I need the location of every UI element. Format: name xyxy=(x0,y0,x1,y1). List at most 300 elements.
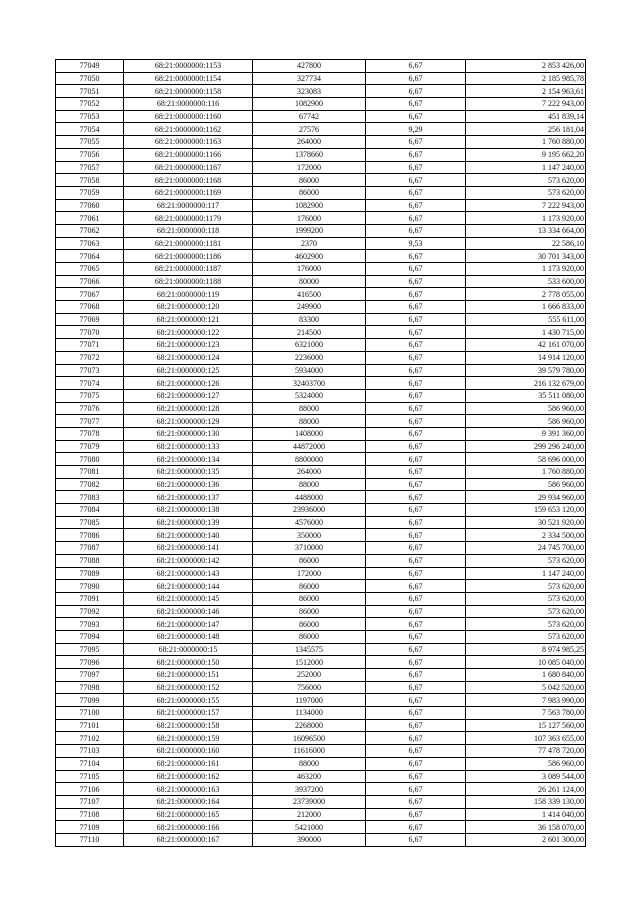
table-row xyxy=(56,719,586,732)
rate-cell: 6,67 xyxy=(366,592,466,605)
cadastral-number-cell: 68:21:0000000:138 xyxy=(124,504,253,517)
cadastral-number-cell: 68:21:0000000:1188 xyxy=(124,275,253,288)
cadastral-number-cell: 68:21:0000000:134 xyxy=(124,453,253,466)
row-number-cell: 77095 xyxy=(56,643,124,656)
rate-cell: 6,67 xyxy=(366,326,466,339)
row-number-cell: 77064 xyxy=(56,250,124,263)
value-cell: 573 620,00 xyxy=(466,186,586,199)
cadastral-number-cell: 68:21:0000000:145 xyxy=(124,592,253,605)
cadastral-number-cell: 68:21:0000000:159 xyxy=(124,732,253,745)
row-number-cell: 77062 xyxy=(56,224,124,237)
table-row xyxy=(56,288,586,301)
rate-cell: 6,67 xyxy=(366,427,466,440)
area-cell: 176000 xyxy=(253,263,366,276)
row-number-cell: 77076 xyxy=(56,402,124,415)
cadastral-number-cell: 68:21:0000000:167 xyxy=(124,833,253,846)
row-number-cell: 77084 xyxy=(56,504,124,517)
cadastral-number-cell: 68:21:0000000:118 xyxy=(124,224,253,237)
value-cell: 22 586,10 xyxy=(466,237,586,250)
value-cell: 2 778 055,00 xyxy=(466,288,586,301)
row-number-cell: 77108 xyxy=(56,808,124,821)
rate-cell: 6,67 xyxy=(366,605,466,618)
row-number-cell: 77075 xyxy=(56,389,124,402)
cadastral-number-cell: 68:21:0000000:15 xyxy=(124,643,253,656)
value-cell: 573 620,00 xyxy=(466,618,586,631)
row-number-cell: 77105 xyxy=(56,770,124,783)
value-cell: 1 414 040,00 xyxy=(466,808,586,821)
table-row xyxy=(56,580,586,593)
rate-cell: 6,67 xyxy=(366,516,466,529)
area-cell: 5421000 xyxy=(253,821,366,834)
area-cell: 4576000 xyxy=(253,516,366,529)
cadastral-number-cell: 68:21:0000000:166 xyxy=(124,821,253,834)
cadastral-number-cell: 68:21:0000000:139 xyxy=(124,516,253,529)
table-row xyxy=(56,745,586,758)
row-number-cell: 77063 xyxy=(56,237,124,250)
area-cell: 350000 xyxy=(253,529,366,542)
row-number-cell: 77097 xyxy=(56,669,124,682)
area-cell: 1999200 xyxy=(253,224,366,237)
area-cell: 1134000 xyxy=(253,707,366,720)
area-cell: 212000 xyxy=(253,808,366,821)
table-row xyxy=(56,732,586,745)
cadastral-number-cell: 68:21:0000000:1187 xyxy=(124,263,253,276)
row-number-cell: 77086 xyxy=(56,529,124,542)
area-cell: 1512000 xyxy=(253,656,366,669)
rate-cell: 6,67 xyxy=(366,364,466,377)
area-cell: 176000 xyxy=(253,212,366,225)
row-number-cell: 77109 xyxy=(56,821,124,834)
table-row xyxy=(56,212,586,225)
value-cell: 9 391 360,00 xyxy=(466,427,586,440)
cadastral-number-cell: 68:21:0000000:133 xyxy=(124,440,253,453)
row-number-cell: 77085 xyxy=(56,516,124,529)
area-cell: 249900 xyxy=(253,301,366,314)
area-cell: 86000 xyxy=(253,618,366,631)
value-cell: 573 620,00 xyxy=(466,580,586,593)
table-row xyxy=(56,427,586,440)
cadastral-number-cell: 68:21:0000000:1167 xyxy=(124,161,253,174)
row-number-cell: 77081 xyxy=(56,466,124,479)
table-row xyxy=(56,453,586,466)
rate-cell: 9,53 xyxy=(366,237,466,250)
rate-cell: 6,67 xyxy=(366,618,466,631)
rate-cell: 6,67 xyxy=(366,580,466,593)
row-number-cell: 77100 xyxy=(56,707,124,720)
table-row xyxy=(56,110,586,123)
cadastral-number-cell: 68:21:0000000:136 xyxy=(124,478,253,491)
value-cell: 9 195 662,20 xyxy=(466,148,586,161)
row-number-cell: 77078 xyxy=(56,427,124,440)
area-cell: 463200 xyxy=(253,770,366,783)
area-cell: 16096500 xyxy=(253,732,366,745)
rate-cell: 6,67 xyxy=(366,656,466,669)
row-number-cell: 77054 xyxy=(56,123,124,136)
value-cell: 586 960,00 xyxy=(466,757,586,770)
rate-cell: 6,67 xyxy=(366,719,466,732)
cadastral-number-cell: 68:21:0000000:140 xyxy=(124,529,253,542)
value-cell: 2 154 963,61 xyxy=(466,85,586,98)
table-row xyxy=(56,263,586,276)
cadastral-number-cell: 68:21:0000000:142 xyxy=(124,554,253,567)
table-row xyxy=(56,313,586,326)
value-cell: 2 853 426,00 xyxy=(466,60,586,73)
value-cell: 5 042 520,00 xyxy=(466,681,586,694)
value-cell: 451 839,14 xyxy=(466,110,586,123)
row-number-cell: 77088 xyxy=(56,554,124,567)
table-row xyxy=(56,250,586,263)
value-cell: 533 600,00 xyxy=(466,275,586,288)
cadastral-number-cell: 68:21:0000000:161 xyxy=(124,757,253,770)
table-row xyxy=(56,72,586,85)
rate-cell: 6,67 xyxy=(366,707,466,720)
cadastral-number-cell: 68:21:0000000:117 xyxy=(124,199,253,212)
rate-cell: 6,67 xyxy=(366,694,466,707)
table-row xyxy=(56,542,586,555)
table-row xyxy=(56,389,586,402)
row-number-cell: 77090 xyxy=(56,580,124,593)
row-number-cell: 77068 xyxy=(56,301,124,314)
table-row xyxy=(56,237,586,250)
value-cell: 3 089 544,00 xyxy=(466,770,586,783)
rate-cell: 6,67 xyxy=(366,199,466,212)
value-cell: 586 960,00 xyxy=(466,478,586,491)
area-cell: 214500 xyxy=(253,326,366,339)
area-cell: 27576 xyxy=(253,123,366,136)
cadastral-number-cell: 68:21:0000000:144 xyxy=(124,580,253,593)
row-number-cell: 77065 xyxy=(56,263,124,276)
area-cell: 416500 xyxy=(253,288,366,301)
cadastral-number-cell: 68:21:0000000:122 xyxy=(124,326,253,339)
rate-cell: 6,67 xyxy=(366,770,466,783)
cadastral-number-cell: 68:21:0000000:128 xyxy=(124,402,253,415)
table-row xyxy=(56,605,586,618)
table-row xyxy=(56,161,586,174)
value-cell: 1 760 880,00 xyxy=(466,136,586,149)
rate-cell: 6,67 xyxy=(366,301,466,314)
area-cell: 264000 xyxy=(253,466,366,479)
area-cell: 5324000 xyxy=(253,389,366,402)
area-cell: 427800 xyxy=(253,60,366,73)
table-row xyxy=(56,478,586,491)
rate-cell: 6,67 xyxy=(366,351,466,364)
rate-cell: 6,67 xyxy=(366,250,466,263)
table-row xyxy=(56,643,586,656)
row-number-cell: 77053 xyxy=(56,110,124,123)
cadastral-number-cell: 68:21:0000000:123 xyxy=(124,339,253,352)
rate-cell: 6,67 xyxy=(366,224,466,237)
table-row xyxy=(56,174,586,187)
area-cell: 88000 xyxy=(253,415,366,428)
rate-cell: 6,67 xyxy=(366,821,466,834)
value-cell: 1 147 240,00 xyxy=(466,161,586,174)
area-cell: 32403700 xyxy=(253,377,366,390)
area-cell: 11616000 xyxy=(253,745,366,758)
row-number-cell: 77079 xyxy=(56,440,124,453)
area-cell: 83300 xyxy=(253,313,366,326)
table-row xyxy=(56,60,586,73)
row-number-cell: 77098 xyxy=(56,681,124,694)
cadastral-number-cell: 68:21:0000000:125 xyxy=(124,364,253,377)
area-cell: 3937200 xyxy=(253,783,366,796)
value-cell: 573 620,00 xyxy=(466,605,586,618)
rate-cell: 6,67 xyxy=(366,504,466,517)
value-cell: 586 960,00 xyxy=(466,402,586,415)
table-row xyxy=(56,339,586,352)
cadastral-number-cell: 68:21:0000000:157 xyxy=(124,707,253,720)
row-number-cell: 77104 xyxy=(56,757,124,770)
cadastral-number-cell: 68:21:0000000:150 xyxy=(124,656,253,669)
cadastral-number-cell: 68:21:0000000:163 xyxy=(124,783,253,796)
area-cell: 1345575 xyxy=(253,643,366,656)
rate-cell: 6,67 xyxy=(366,681,466,694)
row-number-cell: 77051 xyxy=(56,85,124,98)
rate-cell: 6,67 xyxy=(366,554,466,567)
area-cell: 756000 xyxy=(253,681,366,694)
table-row xyxy=(56,783,586,796)
table-row xyxy=(56,364,586,377)
cadastral-number-cell: 68:21:0000000:124 xyxy=(124,351,253,364)
area-cell: 1082900 xyxy=(253,98,366,111)
rate-cell: 6,67 xyxy=(366,732,466,745)
cadastral-number-cell: 68:21:0000000:130 xyxy=(124,427,253,440)
rate-cell: 6,67 xyxy=(366,288,466,301)
row-number-cell: 77058 xyxy=(56,174,124,187)
area-cell: 5934000 xyxy=(253,364,366,377)
row-number-cell: 77066 xyxy=(56,275,124,288)
value-cell: 555 611,00 xyxy=(466,313,586,326)
row-number-cell: 77089 xyxy=(56,567,124,580)
area-cell: 264000 xyxy=(253,136,366,149)
row-number-cell: 77050 xyxy=(56,72,124,85)
row-number-cell: 77102 xyxy=(56,732,124,745)
rate-cell: 6,67 xyxy=(366,212,466,225)
area-cell: 23936000 xyxy=(253,504,366,517)
value-cell: 24 745 700,00 xyxy=(466,542,586,555)
rate-cell: 6,67 xyxy=(366,161,466,174)
cadastral-number-cell: 68:21:0000000:126 xyxy=(124,377,253,390)
value-cell: 586 960,00 xyxy=(466,415,586,428)
row-number-cell: 77052 xyxy=(56,98,124,111)
table-row xyxy=(56,770,586,783)
cadastral-number-cell: 68:21:0000000:155 xyxy=(124,694,253,707)
area-cell: 88000 xyxy=(253,478,366,491)
area-cell: 2370 xyxy=(253,237,366,250)
rate-cell: 6,67 xyxy=(366,263,466,276)
table-row xyxy=(56,224,586,237)
row-number-cell: 77070 xyxy=(56,326,124,339)
area-cell: 86000 xyxy=(253,580,366,593)
value-cell: 1 680 840,00 xyxy=(466,669,586,682)
rate-cell: 9,29 xyxy=(366,123,466,136)
table-row xyxy=(56,186,586,199)
value-cell: 26 261 124,00 xyxy=(466,783,586,796)
table-row xyxy=(56,554,586,567)
value-cell: 573 620,00 xyxy=(466,174,586,187)
area-cell: 86000 xyxy=(253,554,366,567)
table-row xyxy=(56,199,586,212)
rate-cell: 6,67 xyxy=(366,415,466,428)
rate-cell: 6,67 xyxy=(366,60,466,73)
value-cell: 77 478 720,00 xyxy=(466,745,586,758)
rate-cell: 6,67 xyxy=(366,174,466,187)
rate-cell: 6,67 xyxy=(366,136,466,149)
value-cell: 15 127 560,00 xyxy=(466,719,586,732)
value-cell: 30 701 343,00 xyxy=(466,250,586,263)
table-row xyxy=(56,148,586,161)
rate-cell: 6,67 xyxy=(366,757,466,770)
cadastral-number-cell: 68:21:0000000:1154 xyxy=(124,72,253,85)
value-cell: 42 161 070,00 xyxy=(466,339,586,352)
rate-cell: 6,67 xyxy=(366,466,466,479)
rate-cell: 6,67 xyxy=(366,795,466,808)
rate-cell: 6,67 xyxy=(366,72,466,85)
row-number-cell: 77060 xyxy=(56,199,124,212)
table-row xyxy=(56,707,586,720)
cadastral-number-cell: 68:21:0000000:1181 xyxy=(124,237,253,250)
value-cell: 29 934 960,00 xyxy=(466,491,586,504)
rate-cell: 6,67 xyxy=(366,669,466,682)
row-number-cell: 77049 xyxy=(56,60,124,73)
cadastral-number-cell: 68:21:0000000:151 xyxy=(124,669,253,682)
row-number-cell: 77061 xyxy=(56,212,124,225)
table-body xyxy=(56,60,586,847)
row-number-cell: 77099 xyxy=(56,694,124,707)
rate-cell: 6,67 xyxy=(366,377,466,390)
row-number-cell: 77107 xyxy=(56,795,124,808)
cadastral-number-cell: 68:21:0000000:147 xyxy=(124,618,253,631)
table-row xyxy=(56,656,586,669)
cadastral-number-cell: 68:21:0000000:1160 xyxy=(124,110,253,123)
row-number-cell: 77073 xyxy=(56,364,124,377)
cadastral-number-cell: 68:21:0000000:129 xyxy=(124,415,253,428)
rate-cell: 6,67 xyxy=(366,833,466,846)
rate-cell: 6,67 xyxy=(366,808,466,821)
value-cell: 2 334 500,00 xyxy=(466,529,586,542)
area-cell: 327734 xyxy=(253,72,366,85)
area-cell: 1378660 xyxy=(253,148,366,161)
area-cell: 44872000 xyxy=(253,440,366,453)
table-row xyxy=(56,491,586,504)
value-cell: 2 601 300,00 xyxy=(466,833,586,846)
table-row xyxy=(56,415,586,428)
table-row xyxy=(56,98,586,111)
row-number-cell: 77091 xyxy=(56,592,124,605)
row-number-cell: 77071 xyxy=(56,339,124,352)
value-cell: 58 696 000,00 xyxy=(466,453,586,466)
rate-cell: 6,67 xyxy=(366,186,466,199)
value-cell: 1 173 920,00 xyxy=(466,212,586,225)
row-number-cell: 77056 xyxy=(56,148,124,161)
area-cell: 88000 xyxy=(253,757,366,770)
area-cell: 4488000 xyxy=(253,491,366,504)
table-row xyxy=(56,630,586,643)
cadastral-number-cell: 68:21:0000000:1162 xyxy=(124,123,253,136)
cadastral-number-cell: 68:21:0000000:146 xyxy=(124,605,253,618)
area-cell: 86000 xyxy=(253,605,366,618)
table-row xyxy=(56,821,586,834)
value-cell: 159 653 120,00 xyxy=(466,504,586,517)
rate-cell: 6,67 xyxy=(366,440,466,453)
value-cell: 1 147 240,00 xyxy=(466,567,586,580)
cadastral-number-cell: 68:21:0000000:119 xyxy=(124,288,253,301)
value-cell: 1 173 920,00 xyxy=(466,263,586,276)
rate-cell: 6,67 xyxy=(366,478,466,491)
rate-cell: 6,67 xyxy=(366,630,466,643)
cadastral-number-cell: 68:21:0000000:137 xyxy=(124,491,253,504)
value-cell: 107 363 655,00 xyxy=(466,732,586,745)
table-row xyxy=(56,669,586,682)
area-cell: 323083 xyxy=(253,85,366,98)
row-number-cell: 77059 xyxy=(56,186,124,199)
table-row xyxy=(56,618,586,631)
area-cell: 88000 xyxy=(253,402,366,415)
table-row xyxy=(56,440,586,453)
row-number-cell: 77074 xyxy=(56,377,124,390)
area-cell: 252000 xyxy=(253,669,366,682)
cadastral-number-cell: 68:21:0000000:141 xyxy=(124,542,253,555)
row-number-cell: 77094 xyxy=(56,630,124,643)
rate-cell: 6,67 xyxy=(366,275,466,288)
cadastral-number-cell: 68:21:0000000:135 xyxy=(124,466,253,479)
rate-cell: 6,67 xyxy=(366,313,466,326)
row-number-cell: 77093 xyxy=(56,618,124,631)
value-cell: 10 085 040,00 xyxy=(466,656,586,669)
table-row xyxy=(56,567,586,580)
cadastral-number-cell: 68:21:0000000:160 xyxy=(124,745,253,758)
value-cell: 1 760 880,00 xyxy=(466,466,586,479)
area-cell: 2268000 xyxy=(253,719,366,732)
cadastral-number-cell: 68:21:0000000:152 xyxy=(124,681,253,694)
row-number-cell: 77055 xyxy=(56,136,124,149)
area-cell: 86000 xyxy=(253,186,366,199)
cadastral-number-cell: 68:21:0000000:1186 xyxy=(124,250,253,263)
value-cell: 35 511 080,00 xyxy=(466,389,586,402)
table-row xyxy=(56,516,586,529)
value-cell: 14 914 120,00 xyxy=(466,351,586,364)
cadastral-number-cell: 68:21:0000000:120 xyxy=(124,301,253,314)
table-row xyxy=(56,504,586,517)
table-row xyxy=(56,833,586,846)
table-row xyxy=(56,529,586,542)
area-cell: 86000 xyxy=(253,630,366,643)
table-row xyxy=(56,275,586,288)
rate-cell: 6,67 xyxy=(366,745,466,758)
area-cell: 6321000 xyxy=(253,339,366,352)
rate-cell: 6,67 xyxy=(366,542,466,555)
table-row xyxy=(56,123,586,136)
cadastral-number-cell: 68:21:0000000:164 xyxy=(124,795,253,808)
value-cell: 7 222 943,00 xyxy=(466,98,586,111)
value-cell: 39 579 780,00 xyxy=(466,364,586,377)
cadastral-number-cell: 68:21:0000000:1153 xyxy=(124,60,253,73)
area-cell: 3710000 xyxy=(253,542,366,555)
cadastral-number-cell: 68:21:0000000:1168 xyxy=(124,174,253,187)
row-number-cell: 77057 xyxy=(56,161,124,174)
row-number-cell: 77110 xyxy=(56,833,124,846)
area-cell: 86000 xyxy=(253,592,366,605)
rate-cell: 6,67 xyxy=(366,402,466,415)
rate-cell: 6,67 xyxy=(366,110,466,123)
value-cell: 2 185 985,78 xyxy=(466,72,586,85)
cadastral-number-cell: 68:21:0000000:1169 xyxy=(124,186,253,199)
value-cell: 256 181,04 xyxy=(466,123,586,136)
row-number-cell: 77103 xyxy=(56,745,124,758)
row-number-cell: 77067 xyxy=(56,288,124,301)
value-cell: 30 521 920,00 xyxy=(466,516,586,529)
row-number-cell: 77087 xyxy=(56,542,124,555)
rate-cell: 6,67 xyxy=(366,339,466,352)
